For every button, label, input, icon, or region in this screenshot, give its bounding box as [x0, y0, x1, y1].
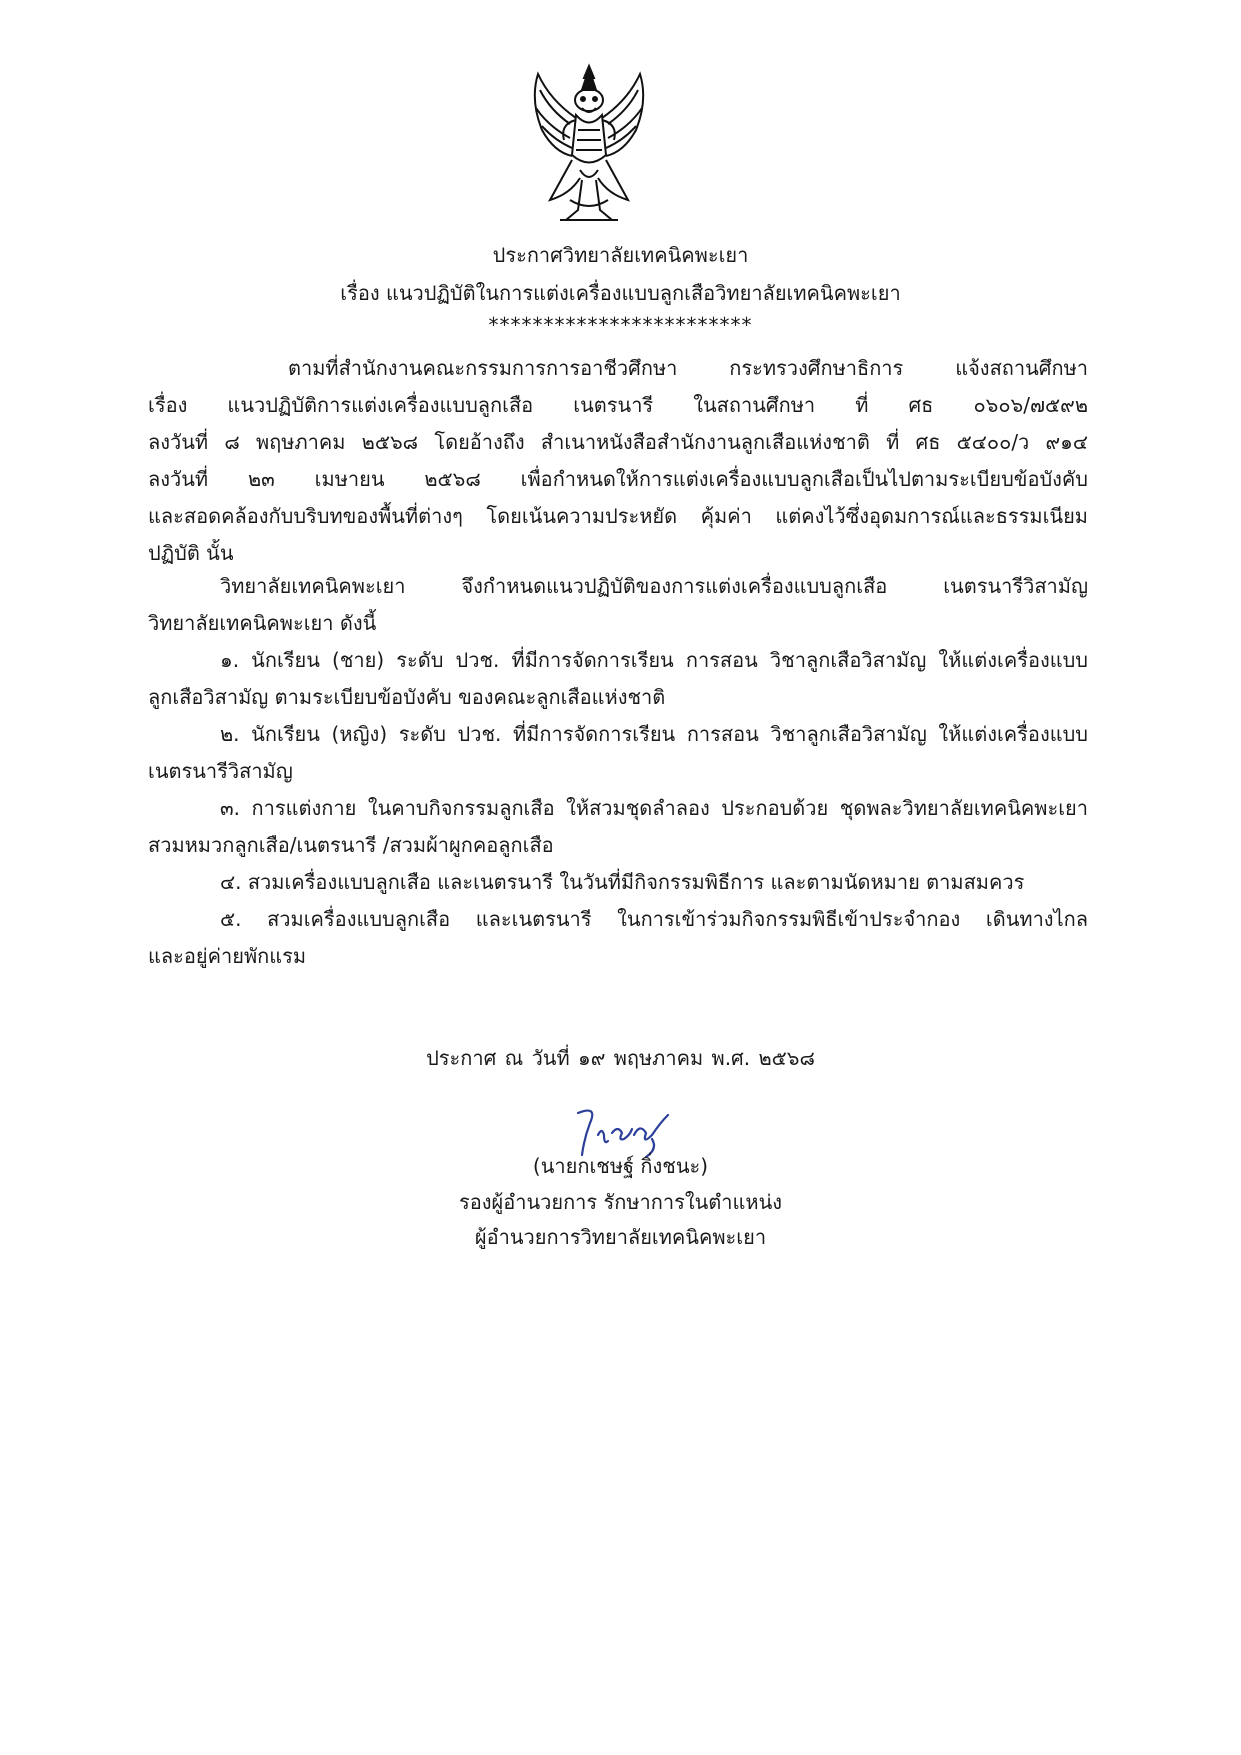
signer-position: รองผู้อำนวยการ รักษาการในตำแหน่ง [458, 1190, 783, 1214]
intro-paragraph [148, 350, 1088, 572]
item-4 [148, 864, 1088, 901]
item-1 [148, 642, 1088, 716]
title-separator: ************************ [488, 313, 753, 337]
text-line: เรื่อง แนวปฏิบัติการแต่งเครื่องแบบลูกเสือ เนตรนารี ในสถานศึกษา ที่ ศธ ๐๖๐๖/๗๕๙๒ [148, 393, 1088, 417]
decision-paragraph [148, 568, 1088, 642]
text-line: วิทยาลัยเทคนิคพะเยา ดังนี้ [148, 611, 377, 635]
item-line: ๒. นักเรียน (หญิง) ระดับ ปวช. ที่มีการจัดการเรียน การสอน วิชาลูกเสือวิสามัญ ให้แต่งเครื่องแบบ [220, 722, 1088, 746]
item-line: ๕. สวมเครื่องแบบลูกเสือ และเนตรนารี ในการเข้าร่วมกิจกรรมพิธีเข้าประจำกอง เดินทางไกล [220, 907, 1088, 931]
item-line: และอยู่ค่ายพักแรม [148, 944, 307, 968]
text-line: ตามที่สำนักงานคณะกรรมการการอาชีวศึกษา กระทรวงศึกษาธิการ แจ้งสถานศึกษา [288, 356, 1088, 380]
text-line: และสอดคล้องกับบริบทของพื้นที่ต่างๆ โดยเน้นความประหยัด คุ้มค่า แต่คงไว้ซึ่งอุดมการณ์และธรรมเนียม [148, 504, 1088, 528]
garuda-emblem-icon [520, 60, 658, 232]
item-line: เนตรนารีวิสามัญ [148, 759, 293, 783]
text-line: ปฏิบัติ นั้น [148, 541, 234, 565]
item-line: ๓. การแต่งกาย ในคาบกิจกรรมลูกเสือ ให้สวมชุดลำลอง ประกอบด้วย ชุดพละวิทยาลัยเทคนิคพะเยา [220, 796, 1088, 820]
text-line: วิทยาลัยเทคนิคพะเยา จึงกำหนดแนวปฏิบัติของการแต่งเครื่องแบบลูกเสือ เนตรนารีวิสามัญ [220, 574, 1088, 598]
text-line: ลงวันที่ ๘ พฤษภาคม ๒๕๖๘ โดยอ้างถึง สำเนาหนังสือสำนักงานลูกเสือแห่งชาติ ที่ ศธ ๕๔๐๐/ว ๙๑๔ [148, 430, 1088, 454]
signer-position-full: ผู้อำนวยการวิทยาลัยเทคนิคพะเยา [474, 1225, 767, 1249]
announcement-subject: เรื่อง แนวปฏิบัติในการแต่งเครื่องแบบลูกเสือวิทยาลัยเทคนิคพะเยา [340, 281, 901, 305]
item-line: ๔. สวมเครื่องแบบลูกเสือ และเนตรนารี ในวันที่มีกิจกรรมพิธีการ และตามนัดหมาย ตามสมควร [220, 870, 1025, 894]
item-line: ๑. นักเรียน (ชาย) ระดับ ปวช. ที่มีการจัดการเรียน การสอน วิชาลูกเสือวิสามัญ ให้แต่งเครื่องแบบ [220, 648, 1088, 672]
signer-name: (นายกเชษฐ์ กิ่งชนะ) [532, 1154, 709, 1178]
item-2 [148, 716, 1088, 790]
item-line: สวมหมวกลูกเสือ/เนตรนารี /สวมผ้าผูกคอลูกเสือ [148, 833, 554, 857]
announcement-title: ประกาศวิทยาลัยเทคนิคพะเยา [492, 243, 749, 267]
announcement-date: ประกาศ ณ วันที่ ๑๙ พฤษภาคม พ.ศ. ๒๕๖๘ [426, 1046, 815, 1070]
item-line: ลูกเสือวิสามัญ ตามระเบียบข้อบังคับ ของคณะลูกเสือแห่งชาติ [148, 685, 666, 709]
text-line: ลงวันที่ ๒๓ เมษายน ๒๕๖๘ เพื่อกำหนดให้การแต่งเครื่องแบบลูกเสือเป็นไปตามระเบียบข้อบังคับ [148, 467, 1088, 491]
item-5 [148, 901, 1088, 975]
item-3 [148, 790, 1088, 864]
